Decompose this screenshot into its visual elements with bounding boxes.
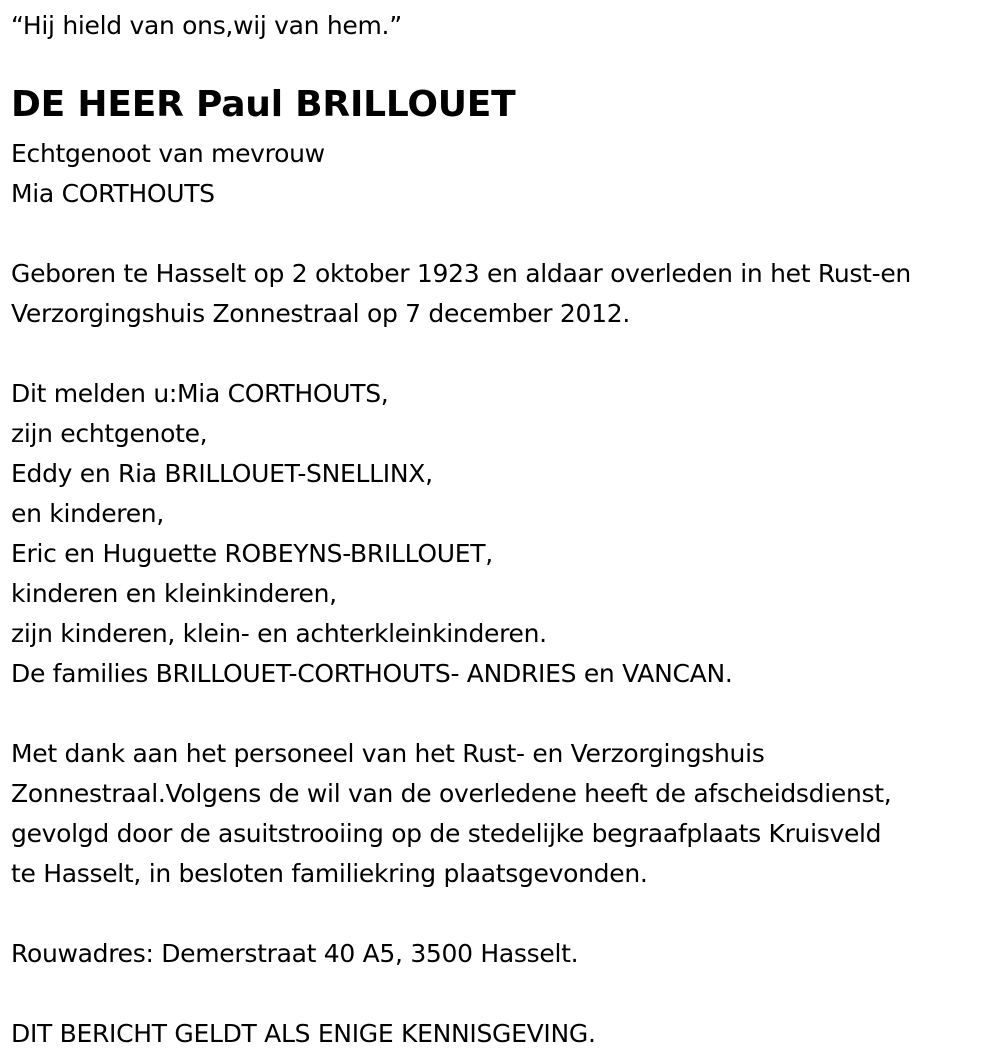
thanks-section	[11, 734, 891, 894]
family-line: zijn kinderen, klein- en achterkleinkinderen.	[11, 619, 547, 648]
spouse-name: Mia CORTHOUTS	[11, 179, 215, 208]
sole-notice-statement: DIT BERICHT GELDT ALS ENIGE KENNISGEVING.	[11, 1019, 596, 1048]
birth-death-line: Verzorgingshuis Zonnestraal op 7 december 2012.	[11, 299, 631, 328]
family-announcement-section	[11, 374, 733, 694]
mourning-address: Rouwadres: Demerstraat 40 A5, 3500 Hasselt.	[11, 939, 579, 968]
notice-section	[11, 1014, 596, 1054]
family-line: Eddy en Ria BRILLOUET-SNELLINX,	[11, 459, 433, 488]
memorial-quote: “Hij hield van ons,wij van hem.”	[11, 11, 402, 40]
spouse-section	[11, 134, 325, 214]
family-line: Eric en Huguette ROBEYNS-BRILLOUET,	[11, 539, 493, 568]
thanks-line: te Hasselt, in besloten familiekring plaatsgevonden.	[11, 859, 648, 888]
thanks-line: Met dank aan het personeel van het Rust- en Verzorgingshuis	[11, 739, 765, 768]
family-line: kinderen en kleinkinderen,	[11, 579, 337, 608]
deceased-name-title: DE HEER Paul BRILLOUET	[11, 84, 516, 125]
thanks-line: gevolgd door de asuitstrooiing op de stedelijke begraafplaats Kruisveld	[11, 819, 882, 848]
family-line: en kinderen,	[11, 499, 164, 528]
family-line: Dit melden u:Mia CORTHOUTS,	[11, 379, 389, 408]
mourning-address-section	[11, 934, 578, 974]
spouse-line: Echtgenoot van mevrouw	[11, 139, 325, 168]
birth-death-section	[11, 254, 911, 334]
family-line: De families BRILLOUET-CORTHOUTS- ANDRIES en VANCAN.	[11, 659, 733, 688]
birth-death-line: Geboren te Hasselt op 2 oktober 1923 en aldaar overleden in het Rust-en	[11, 259, 911, 288]
thanks-line: Zonnestraal.Volgens de wil van de overledene heeft de afscheidsdienst,	[11, 779, 892, 808]
family-line: zijn echtgenote,	[11, 419, 208, 448]
